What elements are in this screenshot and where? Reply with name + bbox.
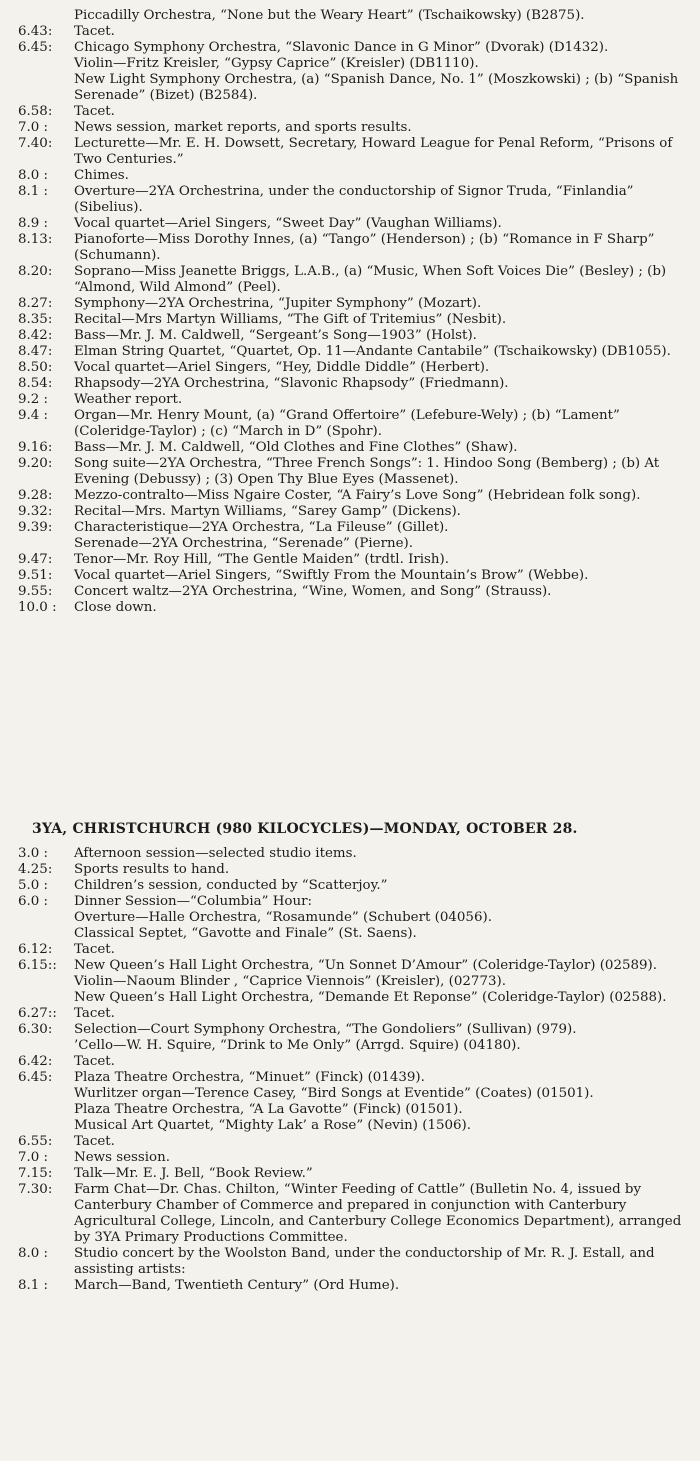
list-item: 8.20: Soprano—Miss Jeanette Briggs, L.A.B., (a) “Music, When Soft Voices Die” (Besley) ; (b) “Almond, Wild Almond” (Peel). bbox=[18, 264, 667, 295]
list-item: 9.4 : Organ—Mr. Henry Mount, (a) “Grand Offertoire” (Lefebure-Wely) ; (b) “Lament” (Coleridge-Taylor) ; (c) “March in D” (Spohr). bbox=[18, 408, 620, 439]
list-item: 3.0 : Afternoon session—selected studio items. bbox=[18, 846, 357, 861]
list-item: Serenade—2YA Orchestrina, “Serenade” (Pierne). bbox=[74, 536, 413, 551]
list-item: 6.45: Chicago Symphony Orchestra, “Slavonic Dance in G Minor” (Dvorak) (D1432). bbox=[18, 40, 609, 55]
list-item: 8.42: Bass—Mr. J. M. Caldwell, “Sergeant’s Song—1903” (Holst). bbox=[18, 328, 477, 343]
wellington-programme bbox=[18, 8, 694, 616]
section-heading: 3YA, CHRISTCHURCH (980 KILOCYCLES)—MONDAY, OCTOBER 28. bbox=[32, 821, 578, 837]
list-item: Plaza Theatre Orchestra, “A La Gavotte” (Finck) (01501). bbox=[74, 1102, 463, 1117]
list-item: 9.16: Bass—Mr. J. M. Caldwell, “Old Clothes and Fine Clothes” (Shaw). bbox=[18, 440, 518, 455]
list-item: New Queen’s Hall Light Orchestra, “Demande Et Reponse” (Coleridge-Taylor) (02588). bbox=[74, 990, 667, 1005]
list-item: 6.27:: Tacet. bbox=[18, 1006, 115, 1021]
list-item: Overture—Halle Orchestra, “Rosamunde” (Schubert (04056). bbox=[74, 910, 492, 925]
list-item: 8.1 : March—Band, Twentieth Century” (Ord Hume). bbox=[18, 1278, 400, 1293]
list-item: ’Cello—W. H. Squire, “Drink to Me Only” (Arrgd. Squire) (04180). bbox=[74, 1038, 521, 1053]
list-item: 6.0 : Dinner Session—“Columbia” Hour: bbox=[18, 894, 313, 909]
list-item: Musical Art Quartet, “Mighty Lak’ a Rose” (Nevin) (1506). bbox=[74, 1118, 472, 1133]
list-item: 8.9 : Vocal quartet—Ariel Singers, “Sweet Day” (Vaughan Williams). bbox=[18, 216, 502, 231]
list-item: 9.51: Vocal quartet—Ariel Singers, “Swiftly From the Mountain’s Brow” (Webbe). bbox=[18, 568, 589, 583]
list-item: 7.0 : News session, market reports, and sports results. bbox=[18, 120, 412, 135]
list-item: 10.0 : Close down. bbox=[18, 600, 157, 615]
list-item: 9.47: Tenor—Mr. Roy Hill, “The Gentle Maiden” (trdtl. Irish). bbox=[18, 552, 450, 567]
list-item: 6.55: Tacet. bbox=[18, 1134, 115, 1149]
list-item: Wurlitzer organ—Terence Casey, “Bird Songs at Eventide” (Coates) (01501). bbox=[74, 1086, 594, 1101]
list-item: 7.0 : News session. bbox=[18, 1150, 170, 1165]
list-item: 8.0 : Studio concert by the Woolston Band, under the conductorship of Mr. R. J. Estall, and assisting artists: bbox=[18, 1246, 655, 1277]
list-item: 9.32: Recital—Mrs. Martyn Williams, “Sarey Gamp” (Dickens). bbox=[18, 504, 461, 519]
list-item: 8.13: Pianoforte—Miss Dorothy Innes, (a) “Tango” (Henderson) ; (b) “Romance in F Sharp” (Schumann). bbox=[18, 232, 655, 263]
list-item: 8.27: Symphony—2YA Orchestrina, “Jupiter Symphony” (Mozart). bbox=[18, 296, 482, 311]
list-item: 6.58: Tacet. bbox=[18, 104, 115, 119]
list-item: 7.15: Talk—Mr. E. J. Bell, “Book Review.” bbox=[18, 1166, 313, 1181]
list-item: 9.39: Characteristique—2YA Orchestra, “La Fileuse” (Gillet). bbox=[18, 520, 449, 535]
list-item: 5.0 : Children’s session, conducted by “Scatterjoy.” bbox=[18, 878, 388, 893]
list-item: 9.55: Concert waltz—2YA Orchestrina, “Wine, Women, and Song” (Strauss). bbox=[18, 584, 552, 599]
list-item: 8.54: Rhapsody—2YA Orchestrina, “Slavonic Rhapsody” (Friedmann). bbox=[18, 376, 509, 391]
list-item: 6.45: Plaza Theatre Orchestra, “Minuet” (Finck) (01439). bbox=[18, 1070, 425, 1085]
list-item: 8.50: Vocal quartet—Ariel Singers, “Hey, Diddle Diddle” (Herbert). bbox=[18, 360, 490, 375]
list-item: Violin—Fritz Kreisler, “Gypsy Caprice” (Kreisler) (DB1110). bbox=[74, 56, 479, 71]
list-item: Piccadilly Orchestra, “None but the Weary Heart” (Tschaikowsky) (B2875). bbox=[74, 8, 585, 23]
list-item: 6.42: Tacet. bbox=[18, 1054, 115, 1069]
list-item: 6.30: Selection—Court Symphony Orchestra, “The Gondoliers” (Sullivan) (979). bbox=[18, 1022, 577, 1037]
christchurch-programme bbox=[18, 820, 694, 1294]
list-item: Violin—Naoum Blinder , “Caprice Viennois” (Kreisler), (02773). bbox=[74, 974, 506, 989]
list-item: 9.2 : Weather report. bbox=[18, 392, 183, 407]
list-item: 8.47: Elman String Quartet, “Quartet, Op. 11—Andante Cantabile” (Tschaikowsky) (DB1055). bbox=[18, 344, 671, 359]
list-item: 8.1 : Overture—2YA Orchestrina, under the conductorship of Signor Truda, “Finlandia” (Sibelius). bbox=[18, 184, 634, 215]
list-item: New Light Symphony Orchestra, (a) “Spanish Dance, No. 1” (Moszkowski) ; (b) “Spanish Serenade” (Bizet) (B2584). bbox=[74, 72, 679, 103]
list-item: 6.15:: New Queen’s Hall Light Orchestra, “Un Sonnet D’Amour” (Coleridge-Taylor) (02589). bbox=[18, 958, 658, 973]
list-item: 6.43: Tacet. bbox=[18, 24, 115, 39]
list-item: 8.0 : Chimes. bbox=[18, 168, 129, 183]
list-item: 9.28: Mezzo-contralto—Miss Ngaire Coster, “A Fairy’s Love Song” (Hebridean folk song). bbox=[18, 488, 641, 503]
list-item: 6.12: Tacet. bbox=[18, 942, 115, 957]
list-item: 7.40: Lecturette—Mr. E. H. Dowsett, Secretary, Howard League for Penal Reform, “Prisons of Two Centuries.” bbox=[18, 136, 673, 167]
list-item: 7.30: Farm Chat—Dr. Chas. Chilton, “Winter Feeding of Cattle” (Bulletin No. 4, issued by Canterbury Chamber of Commerce and prepared in conjunction with Canterbury Agricultural College, Lincoln, and Canterbury College Economics Department), arranged by 3YA Primary Productions Committee. bbox=[18, 1182, 682, 1245]
list-item: Classical Septet, “Gavotte and Finale” (St. Saens). bbox=[74, 926, 417, 941]
list-item: 4.25: Sports results to hand. bbox=[18, 862, 230, 877]
list-item: 9.20: Song suite—2YA Orchestra, “Three French Songs”: 1. Hindoo Song (Bemberg) ; (b) At Evening (Debussy) ; (3) Open Thy Blue Eyes (Massenet). bbox=[18, 456, 660, 487]
list-item: 8.35: Recital—Mrs Martyn Williams, “The Gift of Tritemius” (Nesbit). bbox=[18, 312, 507, 327]
